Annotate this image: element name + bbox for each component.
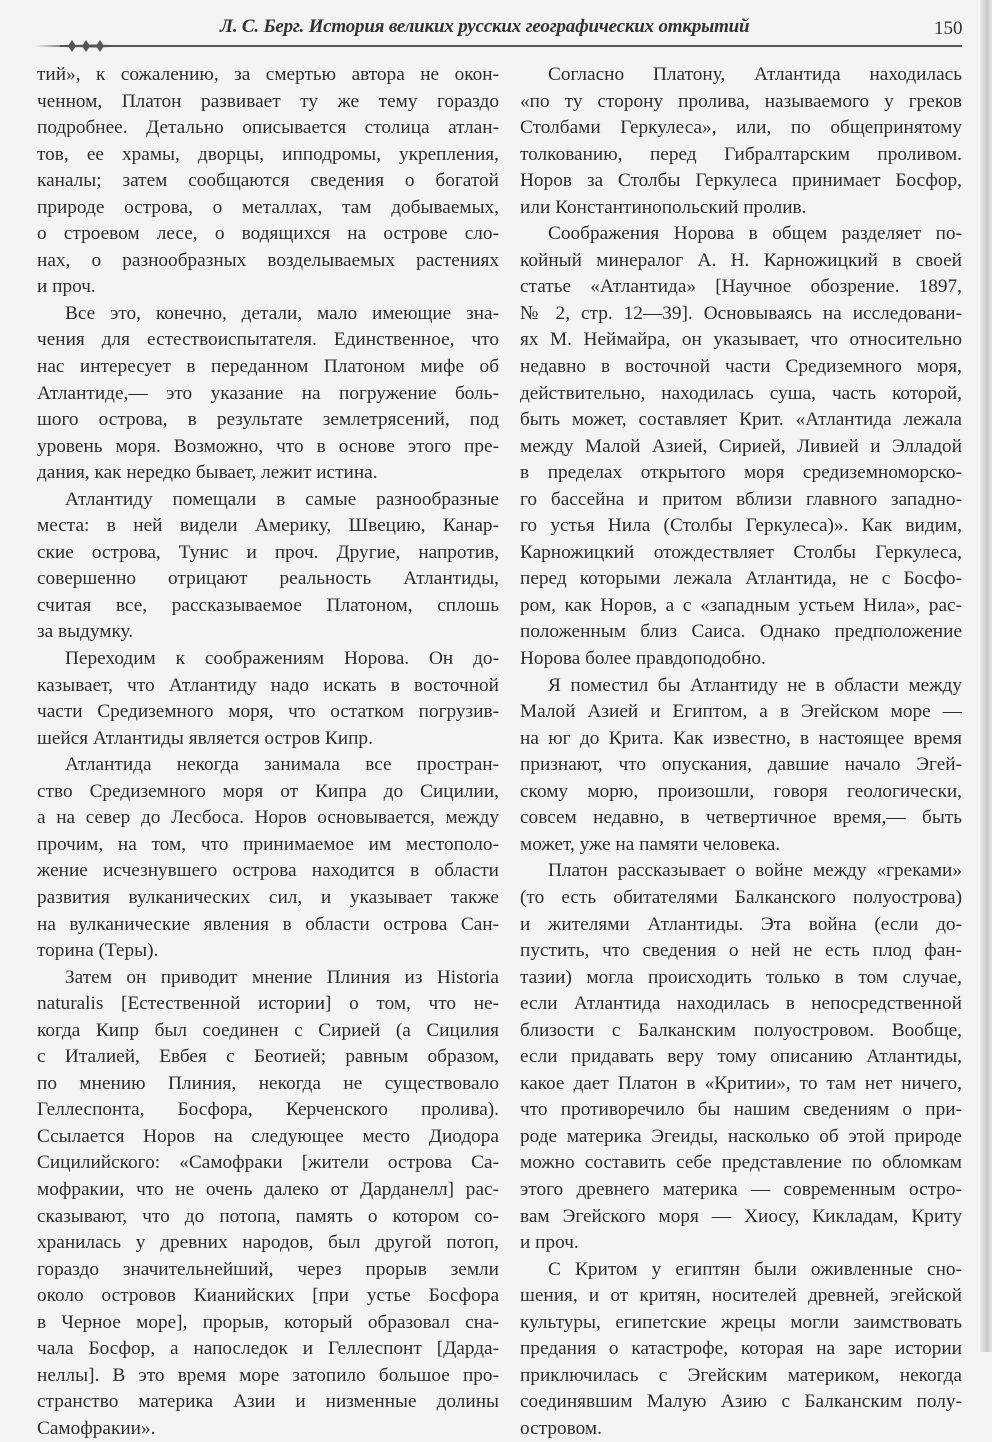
- text-line: Я поместил бы Атлантиду не в области между: [548, 674, 962, 696]
- text-line: ские острова, Тунис и проч. Другие, напротив,: [37, 541, 499, 563]
- text-line: (то есть обитателями Балканского полуострова): [520, 886, 962, 908]
- text-line: Атлантиду помещали в самые разнообразные: [65, 488, 499, 510]
- text-line: Переходим к соображениям Норова. Он до-: [65, 648, 499, 670]
- text-line: ром, как Норов, а с «западным устьем Нила», рас-: [520, 594, 962, 616]
- paragraph: [37, 301, 499, 487]
- text-line: предания о катастрофе, которая на заре истории: [520, 1338, 962, 1360]
- paragraph: [37, 62, 499, 301]
- text-line: шейся Атлантиды является остров Кипр.: [37, 727, 373, 749]
- text-line: приключилась с Эгейским материком, некогда: [520, 1364, 962, 1386]
- text-line: Атлантида некогда занимала все простран-: [65, 754, 499, 776]
- text-line: уровень моря. Возможно, что в основе этого пре-: [37, 435, 499, 457]
- text-line: чения для естествоиспытателя. Единственное, что: [37, 329, 499, 351]
- text-line: этого древнего материка — современным остро-: [520, 1178, 962, 1200]
- text-line: если придавать веру тому описанию Атлантиды,: [520, 1046, 962, 1068]
- text-line: природе острова, о металлах, там добываемых,: [37, 196, 499, 218]
- text-line: го устья Нила (Столбы Геркулеса)». Как видим,: [520, 515, 962, 537]
- text-line: тий», к сожалению, за смертью автора не окон-: [37, 64, 499, 85]
- text-line: в Черное море], прорыв, который образовал сна-: [37, 1311, 499, 1333]
- text-line: Все это, конечно, детали, мало имеющие зна-: [65, 302, 499, 324]
- text-line: перед которыми лежала Атлантида, не с Босфо-: [520, 568, 962, 590]
- paragraph: [37, 646, 499, 752]
- text-line: Столбами Геркулеса», или, по общепринятому: [520, 117, 962, 139]
- text-line: ях М. Неймайра, он указывает, что относительно: [520, 329, 962, 351]
- text-column-right: [520, 62, 962, 1442]
- text-line: С Критом у египтян были оживленные сно-: [548, 1258, 962, 1280]
- text-column-left: [37, 62, 499, 1442]
- text-line: Атлантиде,— это указание на погружение боль-: [37, 382, 499, 404]
- text-line: Карножицкий отождествляет Столбы Геркулеса,: [520, 541, 962, 563]
- text-line: можно составить себе представление по обломкам: [520, 1152, 962, 1174]
- text-line: сказывают, что до потопа, память о котором со-: [37, 1205, 499, 1227]
- text-line: роде материка Эгеиды, насколько об этой природе: [520, 1125, 962, 1147]
- paragraph: [520, 858, 962, 1256]
- text-line: за выдумку.: [37, 621, 134, 643]
- text-line: когда Кипр был соединен с Сирией (а Сицилия: [37, 1019, 499, 1041]
- text-line: признают, что опускания, давшие начало Эгей-: [520, 754, 962, 776]
- text-line: соединявшим Малую Азию с Балканским полу-: [520, 1391, 962, 1413]
- page-number: 150: [934, 18, 963, 39]
- paragraph: [520, 62, 962, 221]
- text-line: и жителями Атлантиды. Эта война (если до-: [520, 913, 962, 935]
- header-rule: [60, 45, 962, 47]
- text-line: быть может, составляет Крит. «Атлантида лежала: [520, 409, 962, 431]
- text-line: близости с Балканским полуостровом. Вообще,: [520, 1019, 962, 1041]
- text-line: Сицилийского: «Самофраки [жители острова Са-: [37, 1152, 499, 1174]
- paragraph: [37, 752, 499, 964]
- text-line: положенным близ Саиса. Однако предположение: [520, 621, 962, 643]
- text-line: скому морю, произошли, говоря геологически,: [520, 780, 962, 802]
- text-line: толкованию, перед Гибралтарским проливом.: [520, 143, 962, 165]
- text-line: что противоречило бы нашим сведениям о при-: [520, 1099, 962, 1121]
- paragraph: [520, 673, 962, 859]
- paragraph: [520, 221, 962, 672]
- text-line: жение исчезнувшего острова находится в области: [37, 860, 499, 882]
- text-line: нас интересует в переданном Платоном мифе об: [37, 356, 499, 378]
- text-line: шения, и от критян, носителей древней, эгейской: [520, 1285, 962, 1307]
- text-line: ченном, Платон развивает ту же тему гораздо: [37, 90, 499, 112]
- text-line: Малой Азией и Египтом, а в Эгейском море —: [520, 701, 962, 723]
- text-line: тов, ее храмы, дворцы, ипподромы, укрепления,: [37, 143, 499, 165]
- text-line: подробнее. Детально описывается столица атлан-: [37, 117, 499, 139]
- text-line: какое дает Платон в «Критии», то там нет ничего,: [520, 1072, 962, 1094]
- text-line: № 2, стр. 12—39]. Основываясь на исследовани-: [520, 302, 962, 324]
- page-edge-shadow: [980, 0, 992, 1352]
- text-line: «по ту сторону пролива, называемого у греков: [520, 90, 962, 112]
- text-line: Геллеспонта, Босфора, Керченского пролива).: [37, 1099, 499, 1121]
- text-line: части Средиземного моря, что остатком погрузив-: [37, 701, 499, 723]
- running-header-title: Л. С. Берг. История великих русских географических открытий: [220, 16, 750, 37]
- text-line: naturalis [Естественной истории] о том, что не-: [37, 993, 499, 1015]
- text-line: островом.: [520, 1417, 602, 1439]
- text-line: Затем он приводит мнение Плиния из Historia: [65, 966, 499, 988]
- text-line: если Атлантида находилась в непосредственной: [520, 993, 962, 1015]
- text-line: нах, о разнообразных возделываемых растениях: [37, 249, 499, 271]
- text-line: о строевом лесе, о водящихся на острове сло-: [37, 223, 499, 245]
- text-line: места: в ней видели Америку, Швецию, Канар-: [37, 515, 499, 537]
- text-line: и проч.: [37, 276, 96, 298]
- text-line: считая все, рассказываемое Платоном, сплошь: [37, 594, 499, 616]
- text-line: неллы]. В это время море затопило большое про-: [37, 1364, 499, 1386]
- paragraph: [37, 965, 499, 1442]
- text-line: на вулканические явления в области острова Сан-: [37, 913, 499, 935]
- text-line: действительно, находилась суша, часть которой,: [520, 382, 962, 404]
- paragraph: [37, 487, 499, 646]
- text-line: культуры, египетские жрецы могли заимствовать: [520, 1311, 962, 1333]
- text-line: койный минералог А. Н. Карножицкий в своей: [520, 249, 962, 271]
- text-line: Самофракии».: [37, 1417, 156, 1439]
- text-line: Ссылается Норов на следующее место Диодора: [37, 1125, 499, 1147]
- text-line: между Малой Азией, Сирией, Ливией и Элладой: [520, 435, 962, 457]
- text-line: тазии) могла происходить только в том случае,: [520, 966, 962, 988]
- text-line: Соображения Норова в общем разделяет по-: [548, 223, 962, 245]
- text-line: гораздо значительнейший, через прорыв земли: [37, 1258, 499, 1280]
- text-line: а на север до Лесбоса. Норов основывается, между: [37, 807, 499, 829]
- text-line: ство Средиземного моря от Кипра до Сицилии,: [37, 780, 499, 802]
- paragraph: [520, 1257, 962, 1442]
- text-line: хранилась у древних народов, был другой потоп,: [37, 1232, 499, 1254]
- text-line: странство материка Азии и низменные долины: [37, 1391, 499, 1413]
- text-line: дания, как нередко бывает, лежит истина.: [37, 462, 378, 484]
- text-line: прочим, на том, что принимаемое им местополо-: [37, 833, 499, 855]
- text-line: в пределах открытого моря средиземноморско-: [520, 462, 962, 484]
- text-line: развития вулканических сил, и указывает также: [37, 886, 499, 908]
- text-line: совсем недавно, в четвертичное время,— быть: [520, 807, 962, 829]
- text-line: может, уже на памяти человека.: [520, 833, 781, 855]
- text-line: вам Эгейского моря — Хиосу, Кикладам, Криту: [520, 1205, 962, 1227]
- text-line: Норова более правдоподобно.: [520, 648, 766, 670]
- text-line: или Константинопольский пролив.: [520, 196, 807, 218]
- text-line: Норов за Столбы Геркулеса принимает Босфор,: [520, 170, 962, 192]
- text-line: шого острова, в результате землетрясений, под: [37, 409, 499, 431]
- text-line: и проч.: [520, 1232, 579, 1254]
- text-line: на юг до Крита. Как известно, в настоящее время: [520, 727, 962, 749]
- text-line: совершенно отрицают реальность Атлантиды,: [37, 568, 499, 590]
- text-line: с Италией, Евбея с Беотией; равным образом,: [37, 1046, 499, 1068]
- text-line: по мнению Плиния, некогда не существовало: [37, 1072, 499, 1094]
- text-line: пустить, что сведения о ней не есть плод фан-: [520, 940, 962, 962]
- text-line: Платон рассказывает о войне между «греками»: [548, 860, 962, 882]
- text-line: го бассейна и притом вблизи главного западно-: [520, 488, 962, 510]
- text-line: статье «Атлантида» [Научное обозрение. 1897,: [520, 276, 962, 298]
- text-line: каналы; затем сообщаются сведения о богатой: [37, 170, 499, 192]
- text-line: торина (Теры).: [37, 940, 159, 962]
- text-line: недавно в восточной части Средиземного моря,: [520, 356, 962, 378]
- text-line: казывает, что Атлантиду надо искать в восточной: [37, 674, 499, 696]
- text-line: мофракии, что не очень далеко от Дарданелл] рас-: [37, 1178, 499, 1200]
- text-line: около островов Кианийских [при устье Босфора: [37, 1285, 499, 1307]
- text-line: Согласно Платону, Атлантида находилась: [548, 64, 962, 85]
- text-line: чала Босфор, а напоследок и Геллеспонт [Дарда-: [37, 1338, 499, 1360]
